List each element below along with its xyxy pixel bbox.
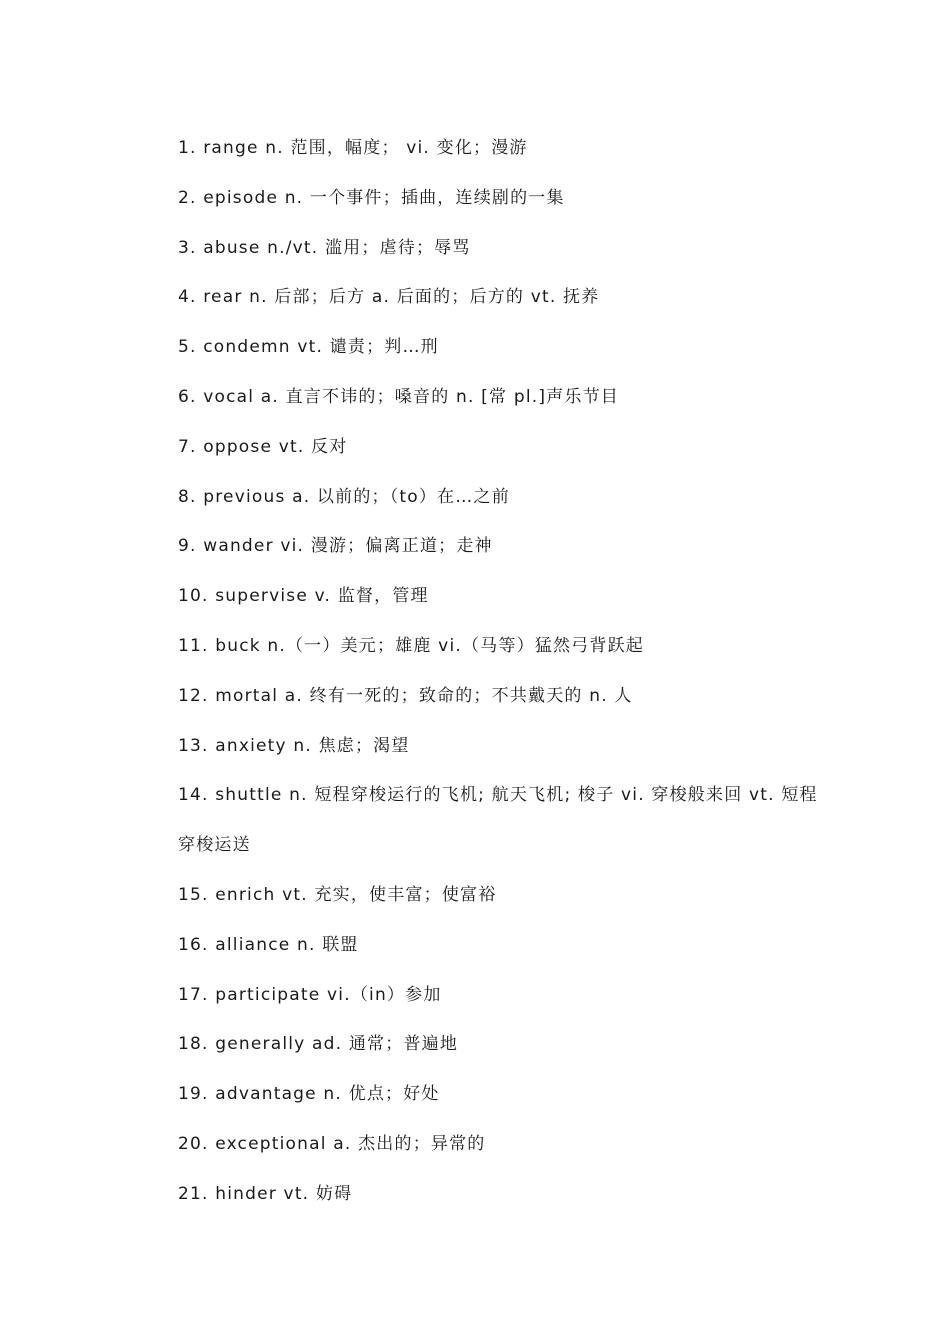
vocab-entry-rear: 4. rear n. 后部；后方 a. 后面的；后方的 vt. 抚养: [178, 287, 600, 308]
vocab-entry-vocal: 6. vocal a. 直言不讳的；嗓音的 n. [常 pl.]声乐节目: [178, 386, 619, 407]
vocab-entry-generally: 18. generally ad. 通常；普遍地: [178, 1034, 459, 1055]
vocab-entry-previous: 8. previous a. 以前的；（to）在…之前: [178, 486, 510, 507]
vocab-entry-exceptional: 20. exceptional a. 杰出的；异常的: [178, 1133, 486, 1154]
vocab-entry-advantage: 19. advantage n. 优点；好处: [178, 1084, 440, 1105]
vocab-entry-participate: 17. participate vi.（in）参加: [178, 984, 442, 1005]
vocab-entry-oppose: 7. oppose vt. 反对: [178, 436, 348, 457]
vocab-entry-range: 1. range n. 范围，幅度； vi. 变化；漫游: [178, 138, 528, 158]
vocab-entry-condemn: 5. condemn vt. 谴责；判…刑: [178, 337, 439, 358]
vocab-entry-mortal: 12. mortal a. 终有一死的；致命的；不共戴天的 n. 人: [178, 685, 633, 706]
vocab-entry-anxiety: 13. anxiety n. 焦虑；渴望: [178, 735, 410, 756]
vocab-entry-supervise: 10. supervise v. 监督，管理: [178, 586, 429, 607]
vocab-entry-shuttle: 14. shuttle n. 短程穿梭运行的飞机; 航天飞机; 梭子 vi. 穿梭般来回 vt. 短程穿梭运送: [178, 785, 818, 856]
vocab-entry-hinder: 21. hinder vt. 妨碍: [178, 1183, 353, 1204]
vocab-entry-abuse: 3. abuse n./vt. 滥用；虐待；辱骂: [178, 237, 471, 258]
vocab-entry-episode: 2. episode n. 一个事件；插曲，连续剧的一集: [178, 187, 565, 208]
vocab-entry-wander: 9. wander vi. 漫游；偏离正道；走神: [178, 536, 493, 557]
vocab-entry-buck: 11. buck n.（一）美元；雄鹿 vi.（马等）猛然弓背跃起: [178, 635, 644, 656]
vocab-entry-alliance: 16. alliance n. 联盟: [178, 934, 359, 955]
vocabulary-list: [178, 124, 828, 1220]
vocab-entry-enrich: 15. enrich vt. 充实，使丰富；使富裕: [178, 884, 497, 905]
